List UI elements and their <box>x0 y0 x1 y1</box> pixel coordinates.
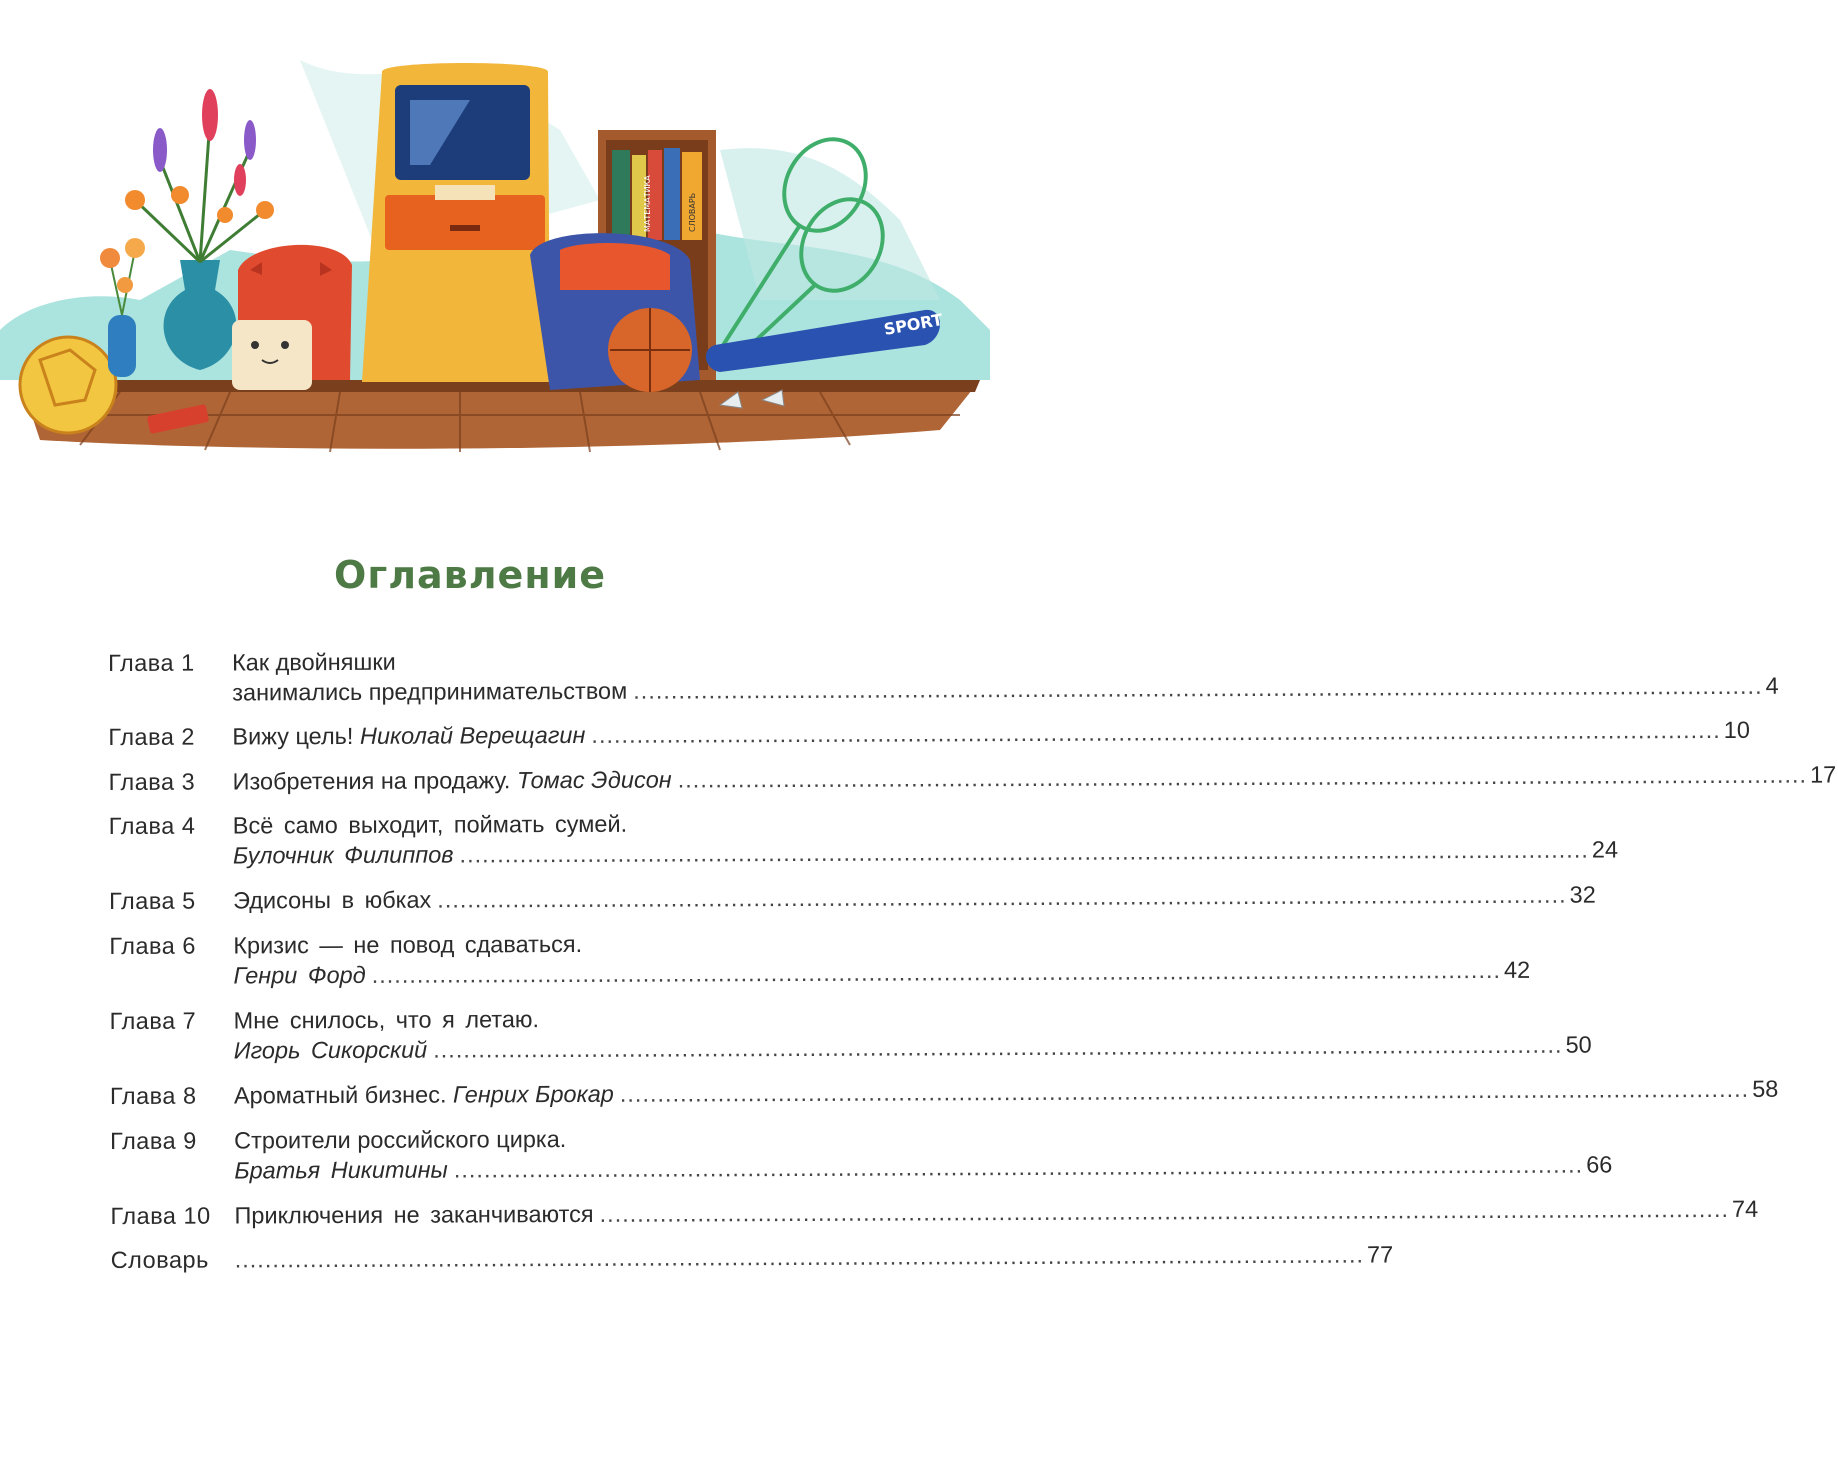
toc-entry-3[interactable] <box>108 761 1837 797</box>
toc-entry-5[interactable] <box>109 881 1596 916</box>
chapter-person: Томас Эдисон <box>516 766 672 794</box>
toc-entry-7[interactable] <box>109 1003 1592 1066</box>
page-number: 4 <box>1765 672 1779 699</box>
chapter-person: Николай Верещагин <box>359 721 586 749</box>
toc-entry-1[interactable] <box>108 645 1779 708</box>
page-number: 32 <box>1569 881 1596 908</box>
chapter-title: Как двойняшки <box>232 648 396 676</box>
toc-entry-2[interactable] <box>108 716 1750 752</box>
chapter-label: Глава 6 <box>109 932 196 959</box>
chapter-title: Всё само выходит, поймать сумей. <box>232 810 628 839</box>
toc-entry-4[interactable] <box>108 808 1619 871</box>
blue-backpack-icon <box>530 233 700 392</box>
chapter-title: Вижу цель! <box>232 722 354 750</box>
page-number: 10 <box>1723 716 1750 743</box>
page-number: 17 <box>1809 761 1837 788</box>
chapter-label: Глава 5 <box>109 887 196 914</box>
book-spine-math: МАТЕМАТИКА <box>643 175 652 232</box>
page-number: 50 <box>1565 1031 1592 1058</box>
chapter-title-cont: занимались предпринимательством <box>232 677 628 706</box>
toc-entry-10[interactable] <box>110 1195 1759 1231</box>
chapter-label: Глава 1 <box>108 649 195 676</box>
chapter-title: Строители российского цирка. <box>234 1126 567 1154</box>
toc-entry-6[interactable] <box>109 928 1531 991</box>
chapter-label: Глава 7 <box>109 1007 197 1034</box>
chapter-title: Приключения не заканчиваются <box>234 1200 594 1229</box>
chapter-label: Глава 3 <box>108 768 196 795</box>
book-spine-dictionary: СЛОВАРЬ <box>688 192 697 232</box>
chapter-label: Глава 2 <box>108 723 196 750</box>
chapter-title: Эдисоны в юбках <box>233 886 432 914</box>
chapter-person: Генри Форд <box>233 961 366 989</box>
skateboard-label: SPORT <box>882 309 945 339</box>
toc-entry-glossary[interactable] <box>110 1241 1394 1275</box>
chapter-person: Игорь Сикорский <box>233 1036 428 1064</box>
page-title: Оглавление <box>334 553 606 597</box>
page-number: 66 <box>1586 1151 1613 1178</box>
page-number: 77 <box>1366 1241 1394 1268</box>
chapter-title: Изобретения на продажу. <box>232 767 511 795</box>
page-number: 42 <box>1503 956 1531 983</box>
chapter-person: Генрих Брокар <box>452 1080 614 1108</box>
chapter-person: Булочник Филиппов <box>232 841 454 869</box>
red-backpack-icon <box>232 245 352 390</box>
chapter-title: Мне снилось, что я летаю. <box>233 1006 540 1034</box>
page-number: 24 <box>1591 836 1619 863</box>
chapter-label: Глава 10 <box>110 1202 211 1229</box>
chapter-label: Глава 4 <box>108 812 196 839</box>
page-number: 74 <box>1731 1195 1759 1222</box>
table-of-contents <box>108 645 1837 1275</box>
chapter-title: Ароматный бизнес. <box>233 1081 447 1109</box>
chapter-title: Кризис — не повод сдаваться. <box>233 930 583 959</box>
chapter-person: Братья Никитины <box>234 1156 448 1184</box>
page-number: 58 <box>1752 1075 1779 1102</box>
chapter-label: Глава 9 <box>110 1127 197 1154</box>
toc-entry-8[interactable] <box>109 1075 1779 1111</box>
glossary-label: Словарь <box>110 1246 209 1273</box>
chapter-label: Глава 8 <box>109 1082 197 1109</box>
kiosk-icon <box>362 63 550 382</box>
header-illustration <box>0 0 1000 470</box>
toc-entry-9[interactable] <box>110 1123 1613 1186</box>
ball-icon <box>20 337 116 433</box>
